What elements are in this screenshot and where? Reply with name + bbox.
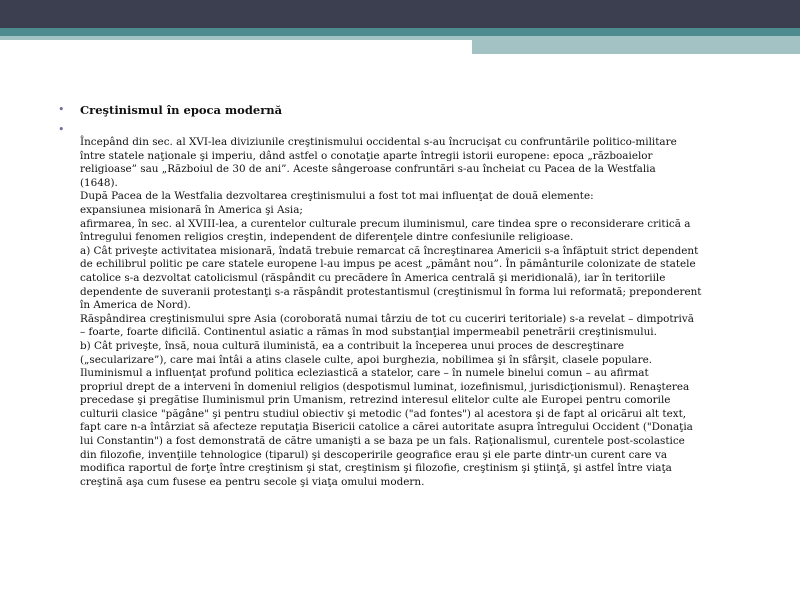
text-line: a) Cât priveşte activitatea misionară, îndată trebuie remarcat că încreştinarea Americii s-a înfăptuit strict dependent xyxy=(80,244,699,257)
text-line: culturii clasice "păgâne" şi pentru studiul obiectiv şi metodic ("ad fontes") al acestora şi de fapt al oricărui alt text, xyxy=(80,407,687,420)
text-line: (1648). xyxy=(80,176,118,189)
text-line: – foarte, foarte dificilă. Continentul asiatic a rămas în mod substanţial impermeabil penetrării creştinismului. xyxy=(80,326,657,339)
text-line: fapt care n-a întârziat să afecteze reputaţia Bisericii catolice a cărei autoritate asupra întregului Occident ("Donaţia xyxy=(80,421,693,434)
text-line: b) Cât priveşte, însă, noua cultură iluministă, ea a contribuit la începerea unui proces de descreştinare xyxy=(80,339,625,352)
text-line: propriul drept de a interveni în domeniul religios (despotismul luminat, iozefinismul, jurisdicţionismul). Renaşterea xyxy=(80,380,690,393)
text-line: („secularizare”), care mai întâi a atins clasele culte, apoi burghezia, nobilimea şi în sfârşit, clasele populare. xyxy=(80,353,653,366)
text-line: din filozofie, invenţiile tehnologice (tiparul) şi descoperirile geografice erau şi ele parte dintr-un curent care va xyxy=(80,448,668,461)
body-paragraph xyxy=(80,122,750,489)
bullet-icon: • xyxy=(58,123,65,136)
text-line: întregului fenomen religios creştin, independent de diferenţele dintre confesiunile religioase. xyxy=(80,231,574,244)
text-line: catolice s-a dezvoltat catolicismul (răspândit cu precădere în America centrală şi meridională), iar în teritoriile xyxy=(80,271,666,284)
text-line: în America de Nord). xyxy=(80,299,191,312)
slide-body xyxy=(58,102,750,489)
text-line: Începând din sec. al XVI-lea diviziunile creştinismului occidental s-au încrucişat cu confruntările politico-militare xyxy=(80,136,677,148)
text-line: Răspândirea creştinismului spre Asia (coroborată numai târziu de tot cu cuceriri teritoriale) s-a revelat – dimpotrivă xyxy=(80,312,694,325)
text-line: dependente de suveranii protestanţi s-a răspândit protestantismul (creştinismul în forma lui reformată; preponderent xyxy=(80,285,702,298)
text-line: religioase” sau „Războiul de 30 de ani”. Aceste sângeroase confruntări s-au încheiat cu Pacea de la Westfalia xyxy=(80,163,656,176)
text-line: precedase şi pregătise Iluminismul prin Umanism, retrezind interesul elitelor culte ale Europei pentru comorile xyxy=(80,394,671,407)
header-band-dark xyxy=(0,0,800,28)
header-band-light-left xyxy=(0,36,472,40)
text-line: creştină aşa cum fusese ea pentru secole şi viaţa omului modern. xyxy=(80,475,425,488)
text-line: modifica raportul de forţe între creştinism şi stat, creştinism şi filozofie, creştinism şi ştiinţă, şi astfel între viaţa xyxy=(80,462,672,475)
text-line: lui Constantin") a fost demonstrată de către umanişti a se baza pe un fals. Raţionalismul, curentele post-scolastice xyxy=(80,435,685,448)
text-line: expansiunea misionară în America şi Asia; xyxy=(80,203,303,216)
header-band-teal xyxy=(0,28,800,36)
text-line: afirmarea, în sec. al XVIII-lea, a curentelor culturale precum iluminismul, care tindea spre o reconsiderare critică a xyxy=(80,217,691,230)
bullet-item-title xyxy=(58,102,750,118)
text-line: de echilibrul politic pe care statele europene l-au impus pe acest „pământ nou”. În pământurile colonizate de statele xyxy=(80,258,696,271)
bullet-icon: • xyxy=(58,103,65,116)
slide-title: Creştinismul în epoca modernă xyxy=(80,103,283,117)
text-line: După Pacea de la Westfalia dezvoltarea creştinismului a fost tot mai influenţat de două elemente: xyxy=(80,190,594,203)
bullet-item-body xyxy=(58,122,750,489)
header-band-light-right xyxy=(472,36,800,54)
text-line: Iluminismul a influenţat profund politica ecleziastică a statelor, care – în numele binelui comun – au afirmat xyxy=(80,367,649,380)
text-line: între statele naţionale şi imperiu, dând astfel o conotaţie aparte întregii istorii europene: epoca „războaielor xyxy=(80,149,653,162)
